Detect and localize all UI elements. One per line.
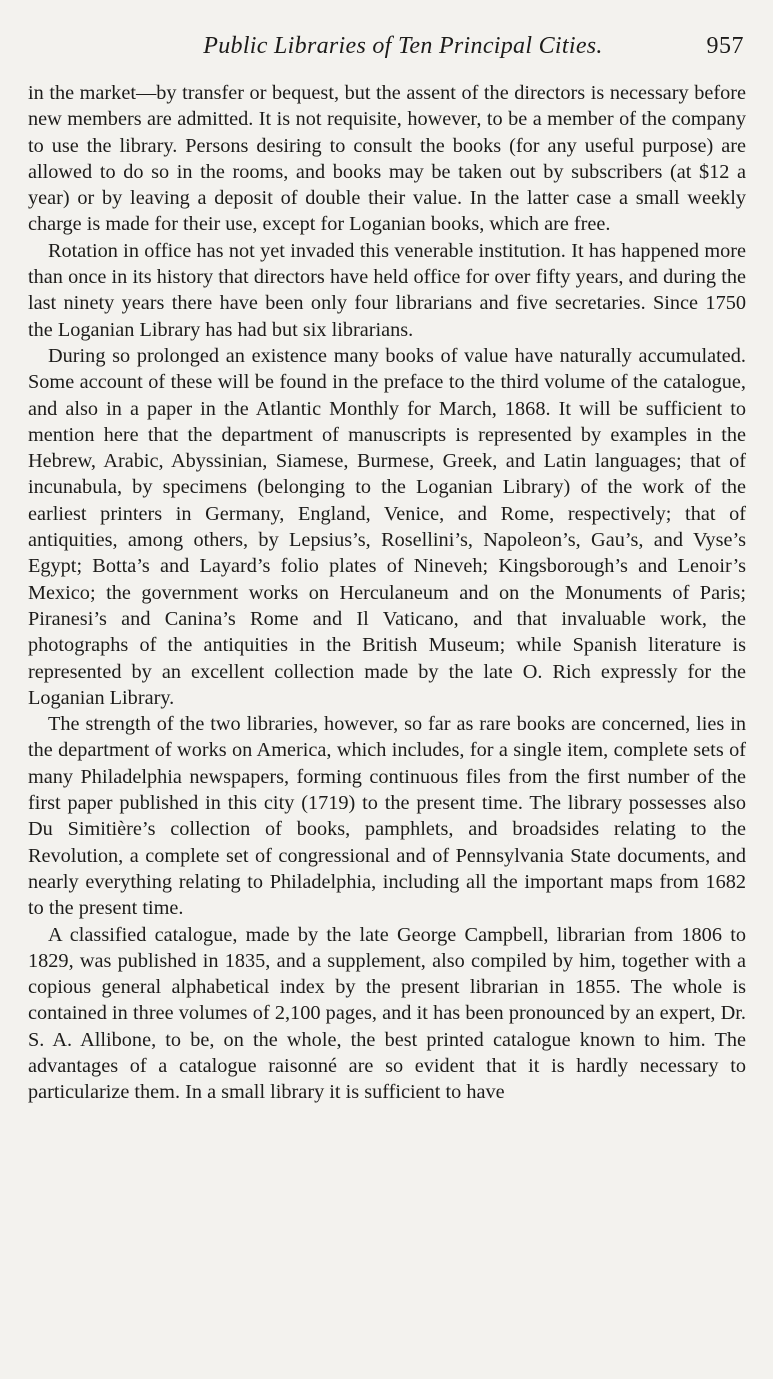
running-head <box>28 30 746 80</box>
paragraph-4: The strength of the two libraries, however, so far as rare books are concerned, lies in the department of works on America, which includes, for a single item, complete sets of many Philadelphia newspapers, forming continuous files from the first number of the first paper published in this city (1719) to the present time. The library possesses also Du Simitière’s collection of books, pamphlets, and broadsides relating to the Revolution, a complete set of congressional and of Pennsylvania State documents, and nearly everything relating to Philadelphia, including all the important maps from 1682 to the present time. <box>28 713 746 920</box>
paragraph-2: Rotation in office has not yet invaded this venerable institution. It has happened more than once in its history that directors have held office for over fifty years, and during the last ninety years there have been only four librarians and five secretaries. Since 1750 the Loganian Library has had but six librarians. <box>28 239 746 341</box>
body-text <box>28 80 746 1106</box>
page-number: 957 <box>706 33 744 59</box>
running-head-title: Public Libraries of Ten Principal Cities. <box>203 33 603 59</box>
paragraph-1: in the market—by transfer or bequest, but the assent of the directors is necessary before new members are admitted. It is not requisite, however, to be a member of the company to use the library. Persons desiring to consult the books (for any useful purpose) are allowed to do so in the rooms, and books may be taken out by subscribers (at $12 a year) or by leaving a deposit of double their value. In the latter case a small weekly charge is made for their use, except for Loganian books, which are free. <box>28 82 746 236</box>
paragraph-3: During so prolonged an existence many books of value have naturally accumulated. Some account of these will be found in the preface to the third volume of the catalogue, and also in a paper in the Atlantic Monthly for March, 1868. It will be sufficient to mention here that the department of manuscripts is represented by examples in the Hebrew, Arabic, Abyssinian, Siamese, Burmese, Greek, and Latin languages; that of incunabula, by specimens (belonging to the Loganian Library) of the work of the earliest printers in Germany, England, Venice, and Rome, respectively; that of antiquities, among others, by Lepsius’s, Rosellini’s, Napoleon’s, Gau’s, and Vyse’s Egypt; Botta’s and Layard’s folio plates of Nineveh; Kingsborough’s and Lenoir’s Mexico; the government works on Herculaneum and on the Monuments of Paris; Piranesi’s and Canina’s Rome and Il Vaticano, and that invaluable work, the photographs of the antiquities in the British Museum; while Spanish literature is represented by an excellent collection made by the late O. Rich expressly for the Loganian Library. <box>28 344 746 709</box>
paragraph-5: A classified catalogue, made by the late George Campbell, librarian from 1806 to 1829, was published in 1835, and a supplement, also compiled by him, together with a copious general alphabetical index by the present librarian in 1855. The whole is contained in three volumes of 2,100 pages, and it has been pronounced by an expert, Dr. S. A. Allibone, to be, on the whole, the best printed catalogue known to him. The advantages of a catalogue raisonné are so evident that it is hardly necessary to particularize them. In a small library it is sufficient to have <box>28 923 746 1104</box>
